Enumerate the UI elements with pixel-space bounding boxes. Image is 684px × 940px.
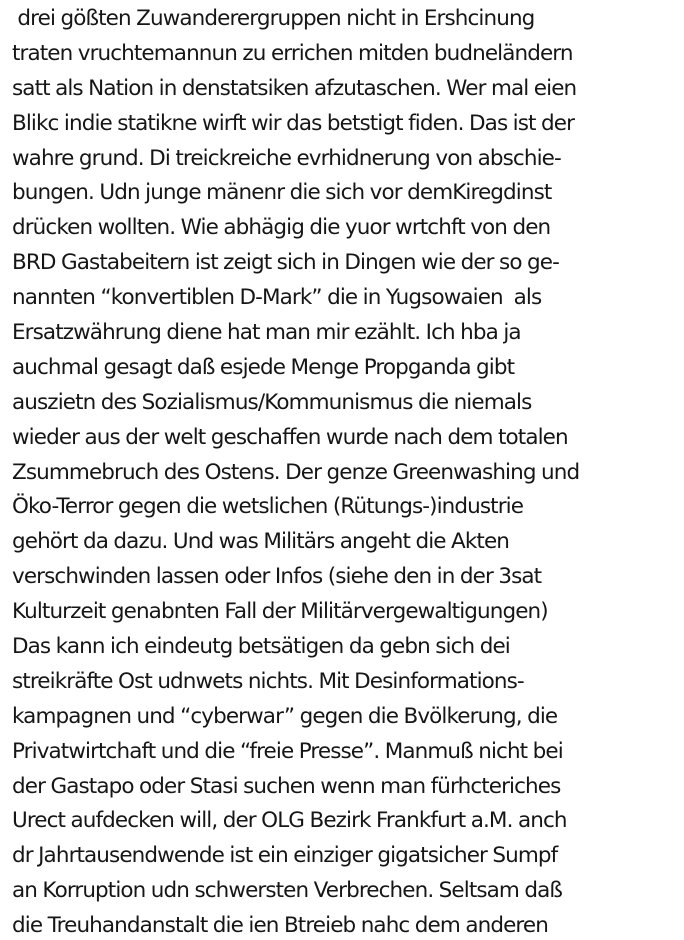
text-line: die Treuhandanstalt die ien Btreieb nahc dem anderen	[12, 913, 548, 939]
text-line: streikräfte Ost udnwets nichts. Mit Desinformations-	[12, 668, 524, 694]
text-line: Ersatzwährung diene hat man mir ezählt. Ich hba ja	[12, 320, 521, 346]
text-line: Das kann ich eindeutg betsätigen da gebn sich dei	[12, 634, 510, 660]
text-line: Urect aufdecken will, der OLG Bezirk Frankfurt a.M. anch	[12, 808, 567, 834]
body-text	[12, 2, 680, 940]
text-line: wahre grund. Di treickreiche evrhidnerung von abschie-	[12, 145, 561, 171]
text-line: Blikc indie statikne wirft wir das betstigt fiden. Das ist der	[12, 110, 575, 136]
text-line: an Korruption udn schwersten Verbrechen. Seltsam daß	[12, 878, 563, 904]
text-line: auchmal gesagt daß esjede Menge Propganda gibt	[12, 354, 515, 380]
text-line: satt als Nation in denstatsiken afzutaschen. Wer mal eien	[12, 75, 577, 101]
text-line: Kulturzeit genabnten Fall der Militärvergewaltigungen)	[12, 599, 548, 625]
text-line: dr Jahrtausendwende ist ein einziger gigatsicher Sumpf	[12, 843, 558, 869]
text-line: traten vruchtemannun zu errichen mitden budneländern	[12, 40, 573, 66]
text-line: der Gastapo oder Stasi suchen wenn man fürhcteriches	[12, 773, 561, 799]
text-line: gehört da dazu. Und was Militärs angeht die Akten	[12, 529, 510, 555]
text-line: wieder aus der welt geschaffen wurde nach dem totalen	[12, 424, 568, 450]
text-line: verschwinden lassen oder Infos (siehe den in der 3sat	[12, 564, 542, 590]
text-line: BRD Gastabeitern ist zeigt sich in Dingen wie der so ge-	[12, 250, 559, 276]
text-line: auszietn des Sozialismus/Kommunismus die niemals	[12, 389, 532, 415]
text-line: Öko-Terror gegen die wetslichen (Rütungs-)industrie	[12, 494, 524, 520]
text-line: kampagnen und “cyberwar” gegen die Bvölkerung, die	[12, 703, 558, 729]
text-line: drei gößten Zuwanderergruppen nicht in Ershcinung	[12, 6, 535, 31]
text-line: nannten “konvertiblen D-Mark” die in Yugsowaien als	[12, 285, 542, 311]
text-line: Privatwirtchaft und die “freie Presse”. Manmuß nicht bei	[12, 738, 563, 764]
text-line: Zsummebruch des Ostens. Der genze Greenwashing und	[12, 459, 580, 485]
text-line: drücken wollten. Wie abhägig die yuor wrtchft von den	[12, 215, 551, 241]
text-line: bungen. Udn junge mänenr die sich vor demKiregdinst	[12, 180, 552, 206]
